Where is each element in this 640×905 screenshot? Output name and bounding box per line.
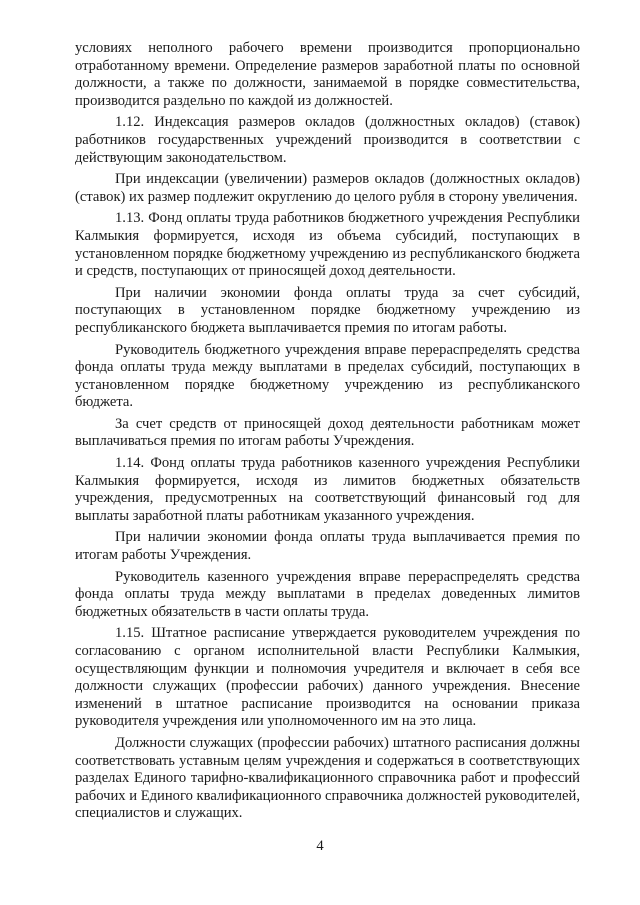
paragraph-1-13-budget-fund: 1.13. Фонд оплаты труда работников бюджетного учреждения Республики Калмыкия формируется, исходя из объема субсидий, поступающих в установленном порядке бюджетному учреждению из республиканского бюджета и средств, поступающих от приносящей доход деятельности. bbox=[75, 210, 580, 280]
document-page bbox=[75, 40, 580, 870]
paragraph-indexation-rounding: При индексации (увеличении) размеров окладов (должностных окладов) (ставок) их размер подлежит округлению до целого рубля в сторону увеличения. bbox=[75, 171, 580, 205]
page-number: 4 bbox=[316, 838, 324, 854]
paragraph-budget-head-redistribution: Руководитель бюджетного учреждения вправе перераспределять средства фонда оплаты труда между выплатами в пределах субсидий, поступающих в установленном порядке бюджетному учреждению из республиканского бюджета. bbox=[75, 341, 580, 411]
paragraph-1-15-staff-schedule: 1.15. Штатное расписание утверждается руководителем учреждения по согласованию с органом исполнительной власти Республики Калмыкия, осуществляющим функции и полномочия учредителя и включает в себя все должности служащих (профессии рабочих) данного учреждения. Внесение изменений в штатное расписание производится на основании приказа руководителя учреждения или уполномоченного им на это лица. bbox=[75, 625, 580, 730]
paragraph-state-head-redistribution: Руководитель казенного учреждения вправе перераспределять средства фонда оплаты труда между выплатами в пределах доведенных лимитов бюджетных обязательств в части оплаты труда. bbox=[75, 568, 580, 620]
paragraph-income-activity-bonus: За счет средств от приносящей доход деятельности работникам может выплачиваться премия по итогам работы Учреждения. bbox=[75, 415, 580, 450]
paragraph-budget-savings-bonus: При наличии экономии фонда оплаты труда за счет субсидий, поступающих в установленном порядке бюджетному учреждению из республиканского бюджета выплачивается премия по итогам работы. bbox=[75, 284, 580, 336]
paragraph-continuation-working-time: условиях неполного рабочего времени производится пропорционально отработанному времени. Определение размеров заработной платы по основной должности, а также по должности, занимаемой в порядке совместительства, производится раздельно по каждой из должностей. bbox=[75, 40, 580, 109]
paragraph-1-14-state-fund: 1.14. Фонд оплаты труда работников казенного учреждения Республики Калмыкия формируется, исходя из лимитов бюджетных обязательств учреждения, предусмотренных на соответствующий финансовый год для выплаты заработной платы работникам указанного учреждения. bbox=[75, 455, 580, 524]
paragraph-1-12-indexation: 1.12. Индексация размеров окладов (должностных окладов) (ставок) работников государственных учреждений производится в соответствии с действующим законодательством. bbox=[75, 114, 580, 166]
paragraph-state-savings-bonus: При наличии экономии фонда оплаты труда выплачивается премия по итогам работы Учреждения. bbox=[75, 529, 580, 564]
paragraph-staff-positions: Должности служащих (профессии рабочих) штатного расписания должны соответствовать уставным целям учреждения и содержаться в соответствующих разделах Единого тарифно-квалификационного справочника работ и профессий рабочих и Единого квалификационного справочника должностей руководителей, специалистов и служащих. bbox=[75, 734, 580, 822]
